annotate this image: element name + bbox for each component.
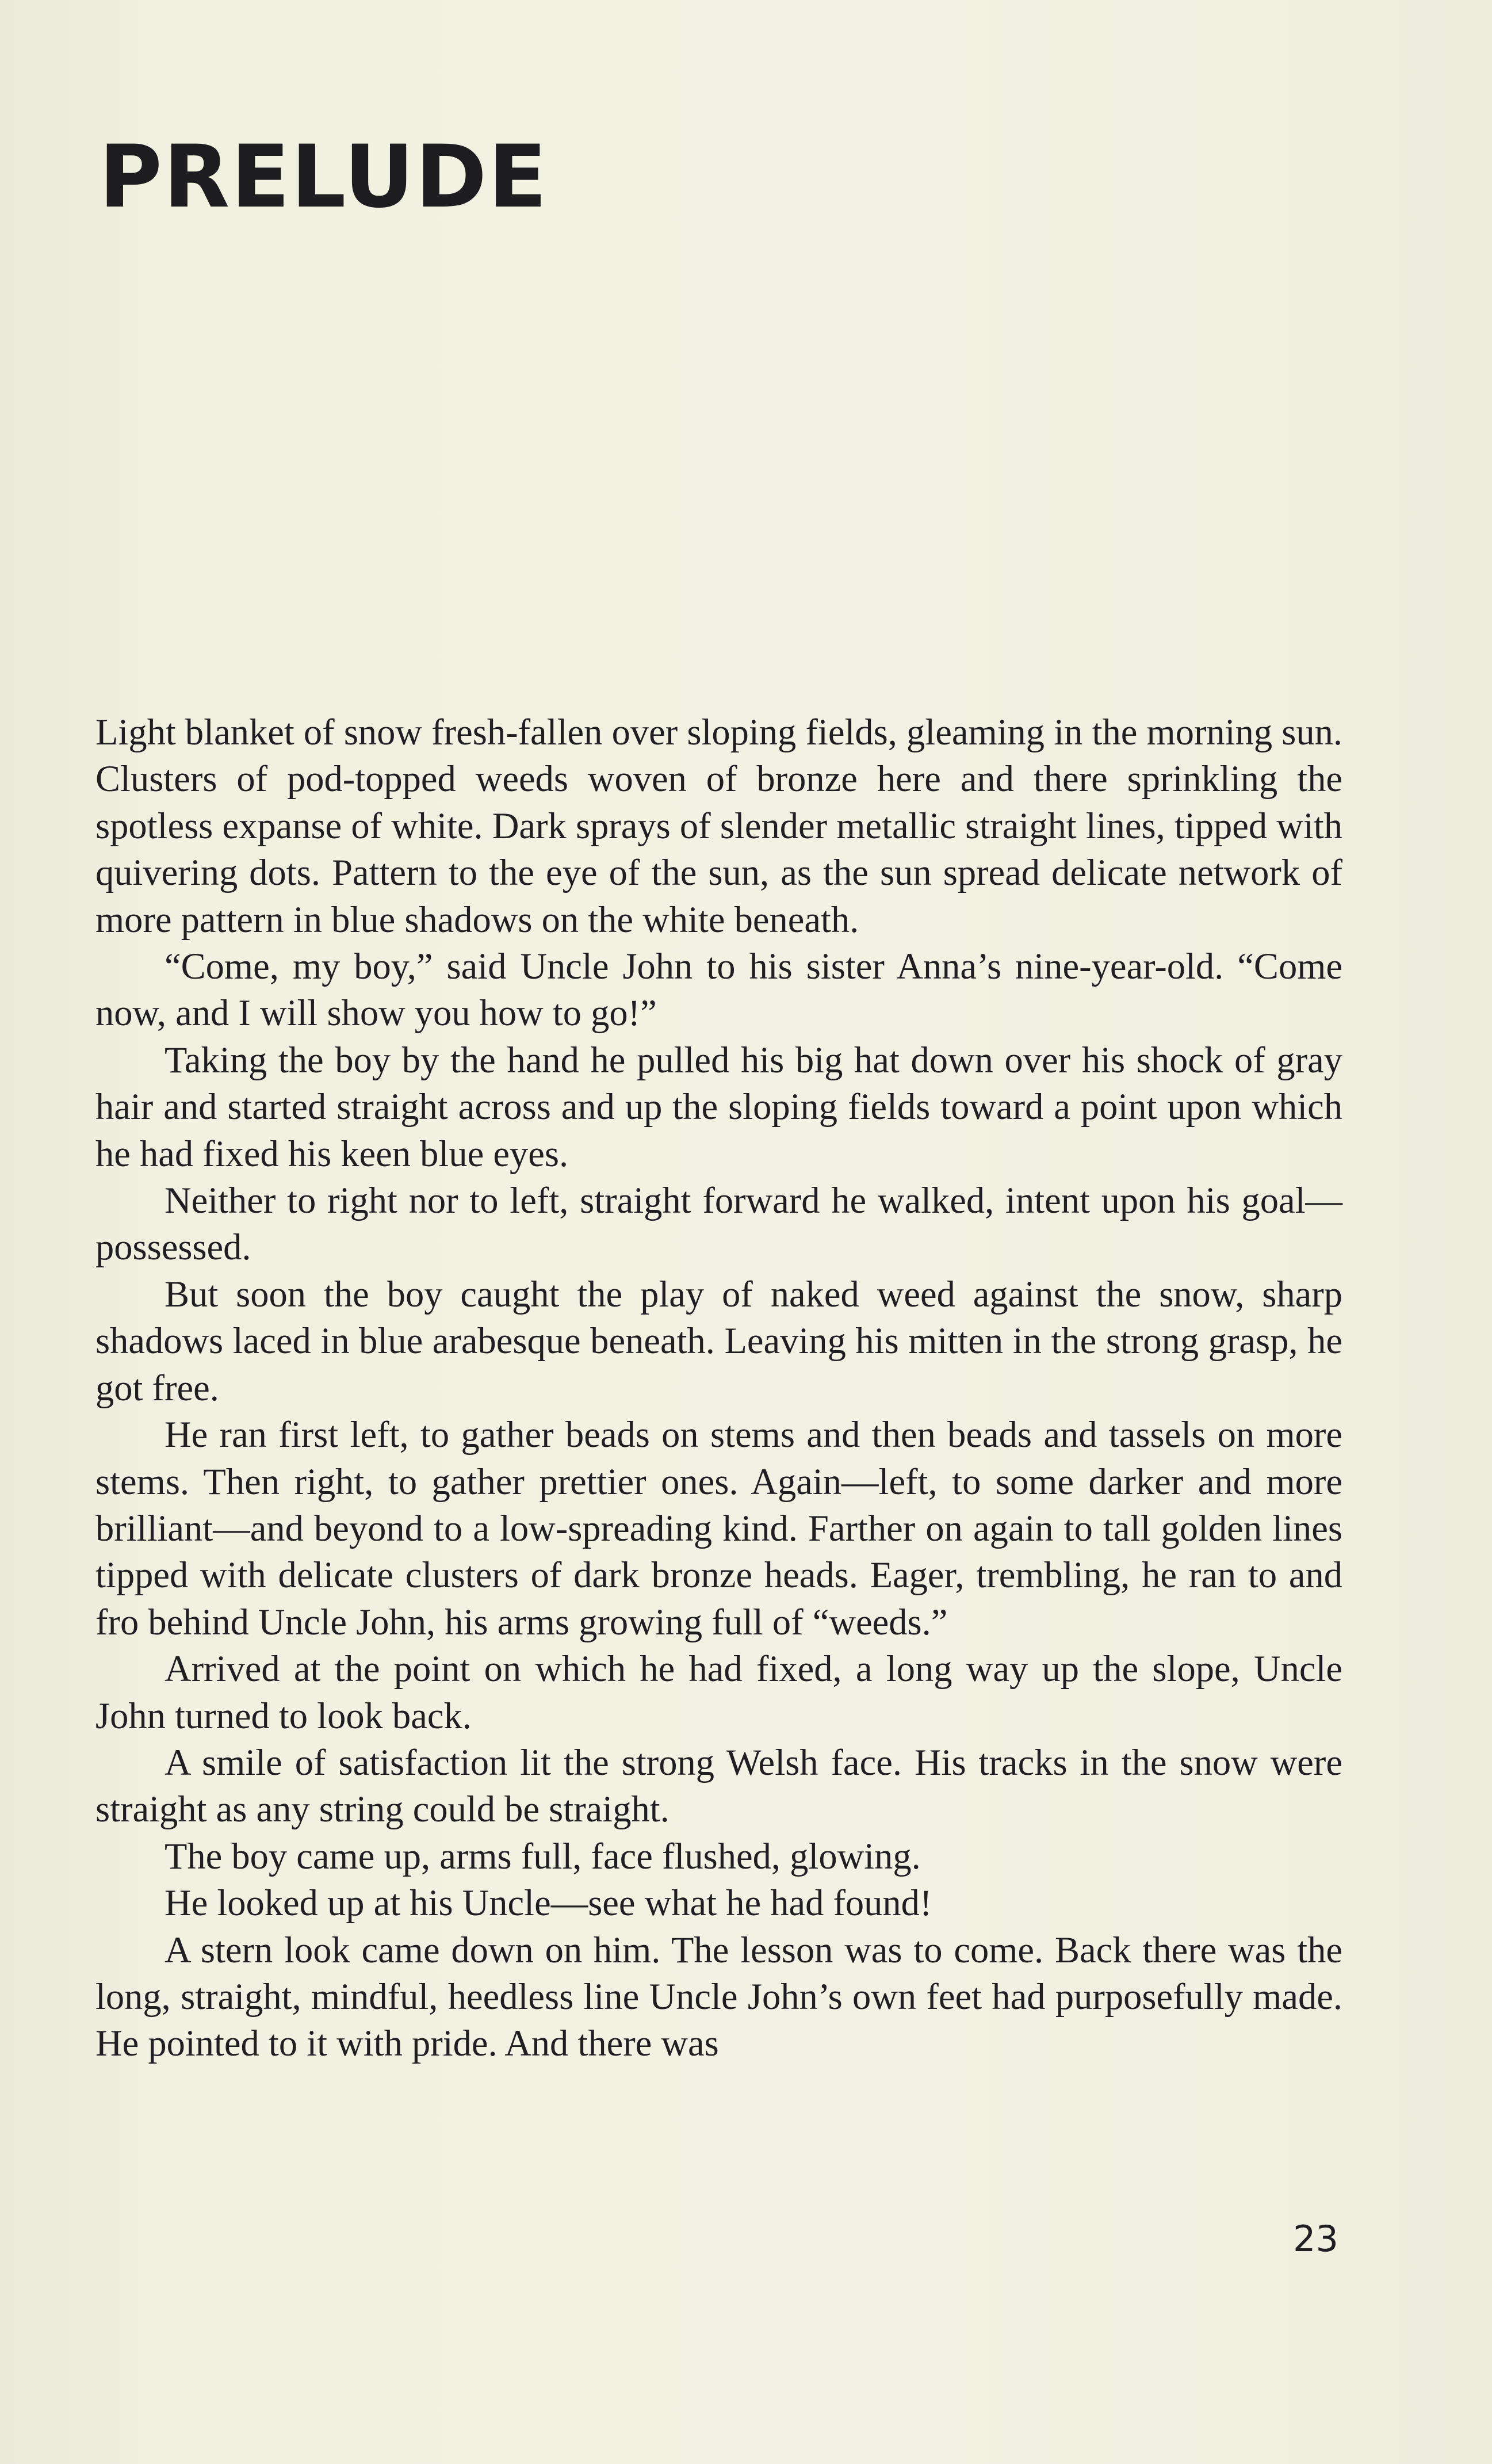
body-text (95, 709, 1342, 2067)
paragraph: Neither to right nor to left, straight forward he walked, intent upon his goal—possessed. (95, 1180, 1342, 1268)
chapter-title: PRELUDE (99, 127, 548, 227)
paragraph: But soon the boy caught the play of naked weed against the snow, sharp shadows laced in blue arabesque beneath. Leaving his mitten in the strong grasp, he got free. (95, 1273, 1342, 1408)
paragraph: He ran first left, to gather beads on stems and then beads and tassels on more stems. Then right, to gather prettier ones. Again—left, to some darker and more brilliant—and beyond to a low-spreading kind. Farther on again to tall golden lines tipped with delicate clusters of dark bronze heads. Eager, trembling, he ran to and fro behind Uncle John, his arms growing full of “weeds.” (95, 1414, 1342, 1642)
paragraph: Light blanket of snow fresh-fallen over sloping fields, gleaming in the morning sun. Clusters of pod-topped weeds woven of bronze here and there sprinkling the spotless expanse of white. Dark sprays of slender metallic straight lines, tipped with quivering dots. Pattern to the eye of the sun, as the sun spread delicate network of more pattern in blue shadows on the white beneath. (95, 712, 1342, 940)
page-number: 23 (1293, 2218, 1338, 2260)
paragraph: He looked up at his Uncle—see what he had found! (164, 1882, 932, 1924)
paragraph: Arrived at the point on which he had fixed, a long way up the slope, Uncle John turned to look back. (95, 1648, 1342, 1736)
paragraph: A stern look came down on him. The lesson was to come. Back there was the long, straight, mindful, heedless line Uncle John’s own feet had purposefully made. He pointed to it with pride. And there was (95, 1929, 1342, 2064)
paragraph: Taking the boy by the hand he pulled his big hat down over his shock of gray hair and started straight across and up the sloping fields toward a point upon which he had fixed his keen blue eyes. (95, 1039, 1342, 1174)
paragraph: A smile of satisfaction lit the strong Welsh face. His tracks in the snow were straight as any string could be straight. (95, 1741, 1342, 1830)
paragraph: The boy came up, arms full, face flushed, glowing. (164, 1835, 921, 1877)
paragraph: “Come, my boy,” said Uncle John to his sister Anna’s nine-year-old. “Come now, and I will show you how to go!” (95, 946, 1342, 1034)
